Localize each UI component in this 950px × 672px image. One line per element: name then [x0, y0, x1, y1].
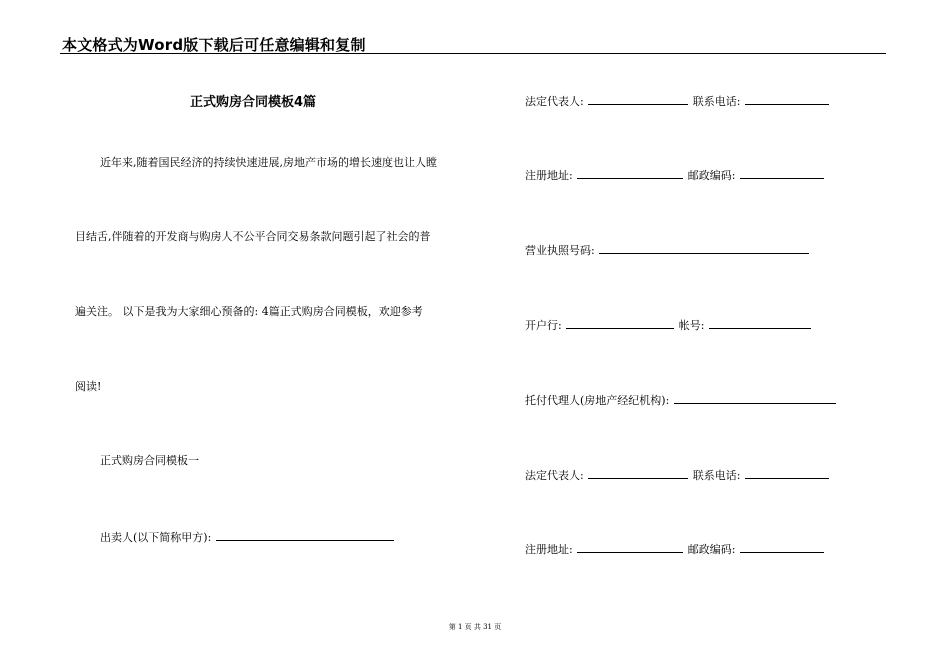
section-title: 正式购房合同模板一 — [100, 454, 199, 467]
agent-blank — [674, 392, 836, 404]
phone-label: 联系电话: — [692, 95, 741, 108]
address-row — [525, 167, 825, 183]
account-label: 帐号: — [678, 319, 705, 332]
paragraph-line-3: 遍关注。 以下是我为大家细心预备的: 4篇正式购房合同模板，欢迎参考 — [75, 305, 423, 318]
legal-rep-blank-2 — [588, 467, 688, 479]
bank-label: 开户行: — [525, 319, 562, 332]
page-footer: 第 1 页 共 31 页 — [448, 623, 502, 631]
license-blank — [599, 242, 809, 254]
phone-label-2: 联系电话: — [692, 469, 741, 482]
license-label: 营业执照号码: — [525, 244, 595, 257]
bank-row — [525, 317, 812, 333]
postcode-label-2: 邮政编码: — [687, 543, 736, 556]
postcode-blank-2 — [740, 541, 824, 553]
paragraph-line-4: 阅读! — [75, 380, 102, 393]
address-blank — [577, 167, 683, 179]
phone-blank-2 — [745, 467, 829, 479]
seller-blank — [216, 529, 394, 541]
legal-rep-row-2 — [525, 467, 830, 483]
paragraph-line-2: 目结舌,伴随着的开发商与购房人不公平合同交易条款问题引起了社会的普 — [75, 230, 431, 243]
seller-field-row — [100, 529, 395, 545]
postcode-blank — [740, 167, 824, 179]
address-blank-2 — [577, 541, 683, 553]
agent-row — [525, 392, 837, 408]
legal-rep-label: 法定代表人: — [525, 95, 584, 108]
phone-blank — [745, 93, 829, 105]
address-row-2 — [525, 541, 825, 557]
document-header-title: 本文格式为Word版下载后可任意编辑和复制 — [62, 36, 366, 54]
paragraph-line-1: 近年来,随着国民经济的持续快速进展,房地产市场的增长速度也让人瞠 — [100, 156, 437, 169]
agent-label: 托付代理人(房地产经纪机构): — [525, 394, 670, 407]
bank-blank — [566, 317, 674, 329]
address-label: 注册地址: — [525, 169, 573, 182]
account-blank — [709, 317, 811, 329]
header-divider — [60, 53, 886, 54]
license-row — [525, 242, 810, 258]
legal-rep-label-2: 法定代表人: — [525, 469, 584, 482]
document-title: 正式购房合同模板4篇 — [190, 95, 317, 110]
postcode-label: 邮政编码: — [687, 169, 736, 182]
address-label-2: 注册地址: — [525, 543, 573, 556]
legal-rep-row — [525, 93, 830, 109]
legal-rep-blank — [588, 93, 688, 105]
seller-label: 出卖人(以下简称甲方): — [100, 531, 212, 544]
